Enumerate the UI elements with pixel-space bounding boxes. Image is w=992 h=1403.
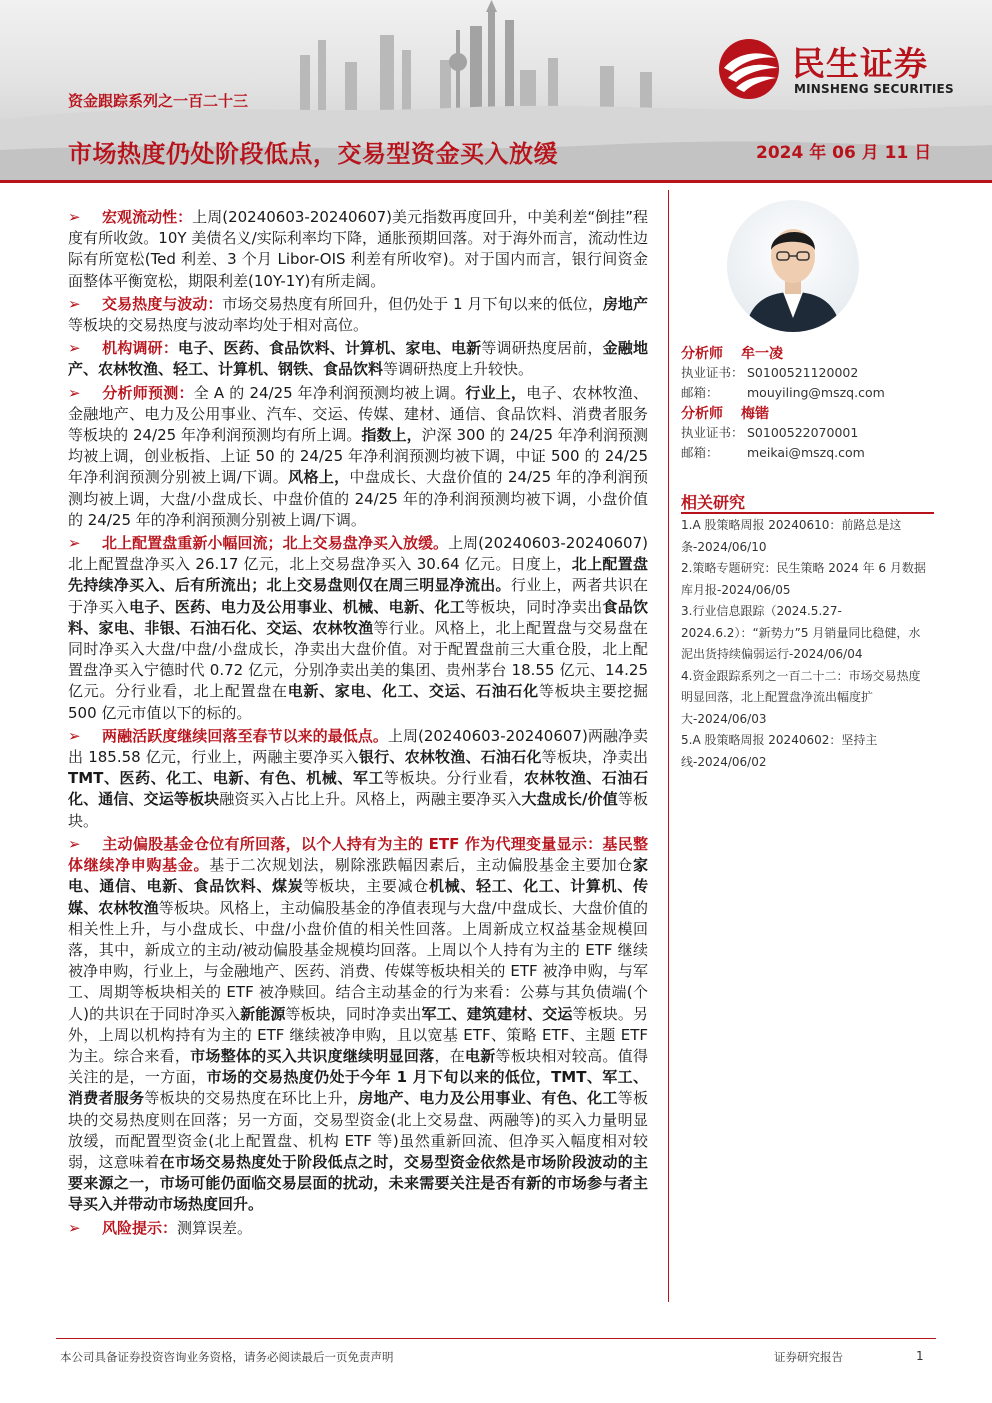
- email-label: 邮箱：: [681, 445, 719, 460]
- column-divider: [668, 190, 669, 1302]
- analyst-name: 牟一凌: [741, 346, 783, 362]
- body-text: ，在: [434, 1046, 465, 1065]
- emphasis-text: 房地产、电力及公用事业、有色、化工: [358, 1089, 618, 1108]
- body-text: 等行业。风格上，北上配置盘与交易盘在同时净买入大盘/中盘/小盘成长，净卖出大盘价值。对于配置盘前三大重仓股，北上配置盘净买入宁德时代 0.72 亿元，分别净卖出美的集团、贵州茅台 18.55 亿元、14.25 亿元。分行业看，北上配置盘在: [68, 618, 648, 701]
- emphasis-text: 机械、轻工、化工、计算机、传媒、农林牧渔: [68, 877, 648, 917]
- emphasis-text: 电子、医药、食品饮料、计算机、家电、电新: [178, 339, 482, 358]
- emphasis-text: 市场的交易热度仍处于今年 1 月下旬以来的低位，TMT、军工、消费者服务: [68, 1068, 648, 1108]
- related-research-title: 相关研究: [681, 493, 746, 512]
- bullet-arrow-icon: ➢: [68, 726, 81, 745]
- body-text: 等板块，同时净卖出: [285, 1004, 422, 1023]
- report-paragraph: [68, 533, 648, 724]
- body-text: 全 A 的 24/25 年净利润预测均被上调。: [193, 383, 466, 402]
- page-number: 1: [916, 1349, 924, 1363]
- report-date: 2024 年 06 月 11 日: [756, 143, 932, 163]
- body-text: 等调研热度上升较快。: [383, 360, 534, 379]
- emphasis-text: 新能源: [240, 1004, 286, 1023]
- analyst-role: 分析师: [681, 346, 723, 362]
- report-paragraph: [68, 1218, 648, 1239]
- section-heading: 两融活跃度继续回落至春节以来的最低点。: [102, 726, 388, 745]
- section-heading: 机构调研：: [102, 339, 178, 358]
- emphasis-text: 金融地产、农林牧渔、轻工、计算机、钢铁、食品饮料: [68, 339, 648, 379]
- emphasis-text: 在市场交易热度处于阶段低点之时，交易型资金依然是市场阶段波动的主要来源之一，市场可能仍面临交易层面的扰动，未来需要关注是否有新的市场参与者主导买入并带动市场热度回升。: [68, 1152, 648, 1214]
- related-research-item[interactable]: 4.资金跟踪系列之一百二十二：市场交易热度明显回落，北上配置盘净流出幅度扩大-2024/06/03: [681, 668, 921, 726]
- header-banner: [0, 0, 992, 180]
- body-text: 等板块。: [68, 790, 648, 830]
- cert-label: 执业证书：: [681, 425, 744, 440]
- body-text: 等板块，同时净卖出: [465, 597, 603, 616]
- bullet-arrow-icon: ➢: [68, 534, 81, 553]
- section-heading: 分析师预测：: [102, 383, 194, 402]
- related-research-item[interactable]: 2.策略专题研究：民生策略 2024 年 6 月数据库月报-2024/06/05: [681, 561, 926, 597]
- body-text: 沪深 300 的 24/25 年净利润预测均被上调，创业板指、上证 50 的 24/25 年净利润预测均被下调，中证 500 的 24/25 年净利润预测分别被上调/下调。: [68, 426, 648, 487]
- emphasis-text: 北上配置盘先持续净买入、后有所流出；北上交易盘则仅在周三明显净流出。: [68, 555, 648, 595]
- section-heading: 主动偏股基金仓位有所回落，以个人持有为主的 ETF 作为代理变量显示：基民整体继续净申购基金。: [68, 834, 648, 875]
- emphasis-text: 房地产: [602, 294, 648, 313]
- emphasis-text: 大盘成长/价值: [521, 790, 618, 809]
- body-text: 行业上，两者共识在于净买入: [68, 576, 648, 616]
- body-text: 等板块。风格上，主动偏股基金的净值表现与大盘/中盘成长、大盘价值的相关性上升，与小盘成长、中盘/小盘价值的相关性回落。上周新成立权益基金规模回落，其中，新成立的主动/被动偏股基金规模均回落。上周以个人持有为主的 ETF 继续被净申购，行业上，与金融地产、医药、消费、传媒等板块相关的 ETF 被净申购，与军工、周期等板块相关的 ETF 被净赎回。结合主动基金的行为来看：公募与其负债端(个人)的共识在于同时净买入: [68, 898, 648, 1023]
- body-text: 中盘成长、大盘价值的 24/25 年的净利润预测均被上调，大盘/小盘成长、中盘价值的 24/25 年的净利润预测均被下调，小盘价值的 24/25 年的净利润预测分别被上调/下调。: [68, 468, 648, 529]
- bullet-arrow-icon: ➢: [68, 834, 81, 853]
- report-paragraph: [68, 207, 648, 292]
- analyst-name: 梅锴: [741, 406, 769, 422]
- body-text: 等板块相对较高。值得关注的是，一方面，: [68, 1046, 648, 1087]
- cert-number: S0100521120002: [747, 365, 859, 380]
- bullet-arrow-icon: ➢: [68, 208, 81, 226]
- cert-label: 执业证书：: [681, 365, 744, 380]
- body-text: 等板块。另外，上周以机构持有为主的 ETF 继续被净申购，且以宽基 ETF、策略 ETF、主题 ETF 为主。综合来看，: [68, 1004, 648, 1065]
- section-heading: 宏观流动性：: [102, 208, 193, 226]
- section-heading: 交易热度与波动：: [102, 294, 223, 313]
- series-label: 资金跟踪系列之一百二十三: [68, 92, 249, 110]
- report-paragraph: [68, 726, 648, 832]
- related-research-divider: [681, 512, 934, 514]
- report-body: [68, 207, 648, 1241]
- body-text: 上周(20240603-20240607)北上配置盘净买入 26.17 亿元，北上交易盘净买入 30.64 亿元。日度上，: [68, 534, 648, 574]
- report-title: 市场热度仍处阶段低点，交易型资金买入放缓: [68, 140, 558, 168]
- body-text: 等调研热度居前，: [481, 339, 603, 358]
- emphasis-text: 军工、建筑建材、交运: [421, 1004, 573, 1023]
- body-text: 测算误差。: [177, 1218, 253, 1237]
- analyst-portrait-image: [727, 200, 859, 332]
- emphasis-text: 风格上，: [288, 468, 350, 487]
- body-text: 等板块主要挖掘 500 亿元市值以下的标的。: [68, 682, 648, 722]
- body-text: 电子、农林牧渔、金融地产、电力及公用事业、汽车、交运、传媒、建材、通信、食品饮料、消费者服务等板块的 24/25 年净利润预测均有所上调。: [68, 383, 648, 445]
- body-text: 等板块。分行业看，: [384, 769, 525, 788]
- bullet-arrow-icon: ➢: [68, 294, 81, 313]
- body-text: 等板块的交易热度则在回落；另一方面，交易型资金(北上交易盘、两融等)的买入力量明显放缓，而配置型资金(北上配置盘、机构 ETF 等)虽然重新回流、但净买入幅度相对较弱，这意味着: [68, 1089, 648, 1171]
- body-text: 融资买入占比上升。风格上，两融主要净买入: [219, 790, 522, 809]
- report-paragraph: [68, 383, 648, 531]
- body-text: 基于二次规划法，剔除涨跌幅因素后，主动偏股基金主要加仓: [209, 856, 633, 875]
- emphasis-text: 指数上，: [361, 426, 422, 445]
- related-research-item[interactable]: 3.行业信息跟踪（2024.5.27-2024.6.2）：“新势力”5 月销量同比稳健，水泥出货持续偏弱运行-2024/06/04: [681, 604, 921, 661]
- report-paragraph: [68, 294, 648, 336]
- emphasis-text: 行业上，: [465, 383, 527, 402]
- analyst-card-1: [681, 343, 885, 403]
- body-text: 等板块，主要减仓: [303, 877, 429, 896]
- emphasis-text: 市场整体的买入共识度继续明显回落: [190, 1046, 435, 1065]
- body-text: 上周(20240603-20240607)美元指数再度回升，中美利差“倒挂”程度有所收敛。10Y 美债名义/实际利率均下降，通胀预期回落。对于海外而言，流动性边际有所宽松(Ted 利差、3 个月 Libor-OIS 利差有所收窄)。对于国内而言，银行间资金面整体平衡宽松，期限利差(10Y-1Y)有所走阔。: [68, 208, 648, 290]
- cert-number: S0100522070001: [747, 425, 859, 440]
- analyst-photo: [727, 200, 859, 332]
- footer-divider: [56, 1338, 936, 1339]
- minsheng-logo: [716, 34, 966, 104]
- body-text: 上周(20240603-20240607)两融净卖出 185.58 亿元，行业上，两融主要净买入: [68, 726, 648, 767]
- logo-text-en: MINSHENG SECURITIES: [794, 82, 954, 96]
- body-text: 市场交易热度有所回升，但仍处于 1 月下旬以来的低位，: [222, 294, 603, 313]
- header-divider: [0, 180, 992, 183]
- analyst-card-2: [681, 403, 865, 463]
- emphasis-text: 银行、农林牧渔、石油石化: [358, 748, 542, 767]
- bullet-arrow-icon: ➢: [68, 339, 81, 358]
- footer-doc-type: 证券研究报告: [774, 1350, 843, 1364]
- section-heading: 风险提示：: [102, 1218, 178, 1237]
- emphasis-text: 家电、通信、电新、食品饮料、煤炭: [68, 856, 648, 896]
- emphasis-text: 电新、家电、化工、交运、石油石化: [287, 682, 539, 701]
- report-paragraph: [68, 338, 648, 380]
- emphasis-text: 食品饮料、家电、非银、石油石化、交运、农林牧渔: [68, 597, 648, 637]
- related-research-item[interactable]: 5.A 股策略周报 20240602：坚持主线-2024/06/02: [681, 733, 878, 769]
- logo-text-cn: 民生证券: [792, 44, 928, 83]
- analyst-role: 分析师: [681, 406, 723, 422]
- related-research-item[interactable]: 1.A 股策略周报 20240610：前路总是这条-2024/06/10: [681, 518, 902, 554]
- bullet-arrow-icon: ➢: [68, 383, 81, 402]
- body-text: 等板块，净卖出: [541, 748, 648, 767]
- footer-disclaimer: 本公司具备证券投资咨询业务资格，请务必阅读最后一页免责声明: [60, 1350, 394, 1364]
- analyst-email[interactable]: mouyiling@mszq.com: [747, 385, 885, 400]
- report-paragraph: [68, 834, 648, 1216]
- emphasis-text: 电子、医药、电力及公用事业、机械、电新、化工: [129, 597, 465, 616]
- bullet-arrow-icon: ➢: [68, 1218, 81, 1237]
- related-research-list: [681, 515, 929, 773]
- body-text: 等板块的交易热度在环比上升，: [144, 1089, 359, 1108]
- section-heading: 北上配置盘重新小幅回流；北上交易盘净买入放缓。: [102, 534, 449, 553]
- emphasis-text: TMT、医药、化工、电新、有色、机械、军工: [68, 769, 385, 788]
- body-text: 等板块的交易热度与波动率均处于相对高位。: [68, 316, 369, 335]
- emphasis-text: 农林牧渔、石油石化、通信、交运等板块: [68, 769, 648, 809]
- email-label: 邮箱：: [681, 385, 719, 400]
- logo-emblem-icon: [716, 38, 786, 100]
- analyst-email[interactable]: meikai@mszq.com: [747, 445, 865, 460]
- emphasis-text: 电新: [465, 1046, 496, 1065]
